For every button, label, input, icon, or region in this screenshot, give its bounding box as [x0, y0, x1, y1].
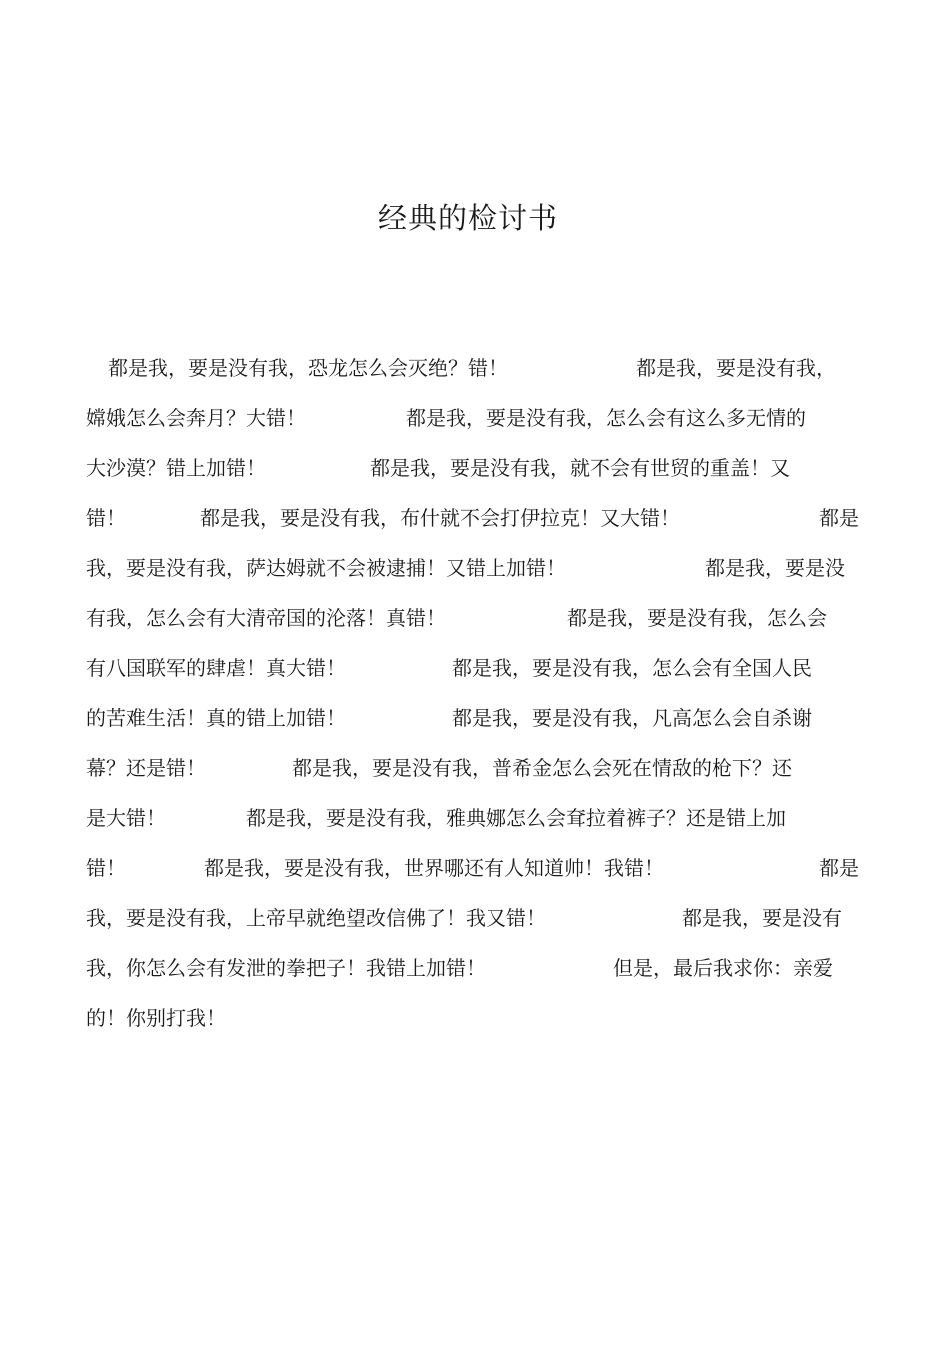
text-segment: 都是我，要是没有我，	[636, 356, 836, 380]
text-segment: 嫦娥怎么会奔月？大错！	[86, 406, 306, 430]
text-segment: 错！	[86, 856, 126, 880]
text-segment: 都是我，要是没有我，雅典娜怎么会耷拉着裤子？还是错上加	[246, 806, 786, 830]
body-line	[86, 993, 866, 1043]
text-segment: 都是	[819, 506, 859, 530]
body-line	[86, 693, 866, 743]
text-segment: 我，你怎么会有发泄的拳把子！我错上加错！	[86, 956, 486, 980]
text-segment: 我，要是没有我，萨达姆就不会被逮捕！又错上加错！	[86, 556, 566, 580]
text-segment: 但是，最后我求你：亲爱	[613, 956, 833, 980]
body-line	[86, 443, 866, 493]
text-segment: 的苦难生活！真的错上加错！	[86, 706, 346, 730]
body-line	[86, 393, 866, 443]
text-segment: 幕？还是错！	[86, 756, 206, 780]
body-line	[86, 843, 866, 893]
text-segment: 的！你别打我！	[86, 1006, 226, 1030]
text-segment: 错！	[86, 506, 126, 530]
document-title: 经典的检讨书	[377, 201, 558, 235]
text-segment: 我，要是没有我，上帝早就绝望改信佛了！我又错！	[86, 906, 546, 930]
text-segment: 有我，怎么会有大清帝国的沦落！真错！	[86, 606, 446, 630]
text-segment: 都是我，要是没有我，凡高怎么会自杀谢	[452, 706, 812, 730]
text-segment: 有八国联军的肆虐！真大错！	[86, 656, 346, 680]
text-segment: 是大错！	[86, 806, 166, 830]
body-line	[86, 593, 866, 643]
text-segment: 都是我，要是没有我，怎么会有全国人民	[452, 656, 812, 680]
body-line	[86, 743, 866, 793]
text-segment: 都是我，要是没有我，恐龙怎么会灭绝？错！	[108, 356, 508, 380]
text-segment: 都是我，要是没有我，普希金怎么会死在情敌的枪下？还	[292, 756, 792, 780]
text-segment: 都是我，要是没有我，怎么会	[567, 606, 827, 630]
body-line	[86, 543, 866, 593]
body-line	[86, 493, 866, 543]
body-line	[86, 643, 866, 693]
text-segment: 都是我，要是没有我，世界哪还有人知道帅！我错！	[204, 856, 664, 880]
text-segment: 都是我，要是没有我，就不会有世贸的重盖！又	[370, 456, 790, 480]
body-line	[86, 893, 866, 943]
text-segment: 都是我，要是没	[705, 556, 845, 580]
text-segment: 都是我，要是没有	[682, 906, 842, 930]
body-line	[86, 343, 866, 393]
document-body	[86, 343, 866, 1043]
text-segment: 都是	[819, 856, 859, 880]
text-segment: 都是我，要是没有我，怎么会有这么多无情的	[406, 406, 806, 430]
text-segment: 都是我，要是没有我，布什就不会打伊拉克！又大错！	[200, 506, 680, 530]
text-segment: 大沙漠？错上加错！	[86, 456, 266, 480]
body-line	[86, 943, 866, 993]
body-line	[86, 793, 866, 843]
